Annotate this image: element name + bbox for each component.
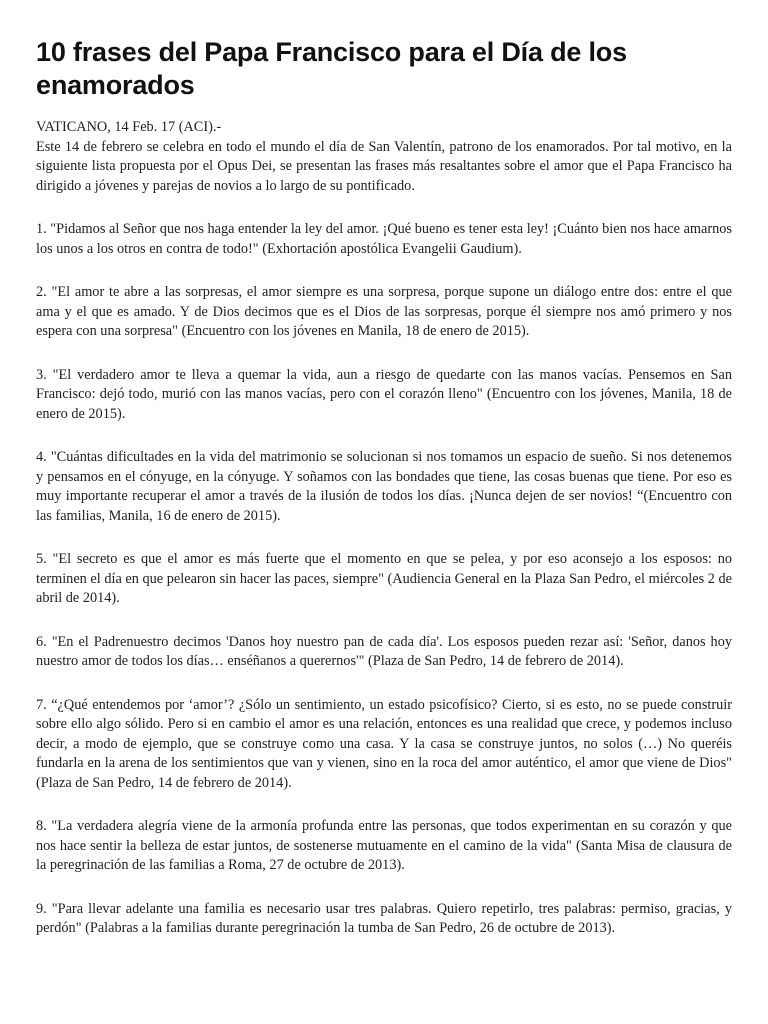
quote-4: 4. "Cuántas dificultades en la vida del matrimonio se solucionan si nos tomamos un espacio de sueño. Si nos detenemos y pensamos en el cónyuge, en la cónyuge. Y soñamos con las bondades que tiene, las cosas buenas que tiene. Por eso es muy importante recuperar el amor a través de la ilusión de todos los días. ¡Nunca dejen de ser novios! “(Encuentro con las familias, Manila, 16 de enero de 2015). xyxy=(36,449,732,524)
quote-2: 2. "El amor te abre a las sorpresas, el amor siempre es una sorpresa, porque supone un diálogo entre dos: entre el que ama y el que es amado. Y de Dios decimos que es el Dios de las sorpresas, porque él siempre nos amó primero y nos espera con una sorpresa" (Encuentro con los jóvenes en Manila, 18 de enero de 2015). xyxy=(36,284,732,339)
quote-8: 8. "La verdadera alegría viene de la armonía profunda entre las personas, que todos experimentan en su corazón y que nos hace sentir la belleza de estar juntos, de sostenerse mutuamente en el camino de la vida" (Santa Misa de clausura de la peregrinación de las familias a Roma, 27 de octubre de 2013). xyxy=(36,818,732,873)
quote-3: 3. "El verdadero amor te lleva a quemar la vida, aun a riesgo de quedarte con las manos vacías. Pensemos en San Francisco: dejó todo, murió con las manos vacías, pero con el corazón lleno" (Encuentro con los jóvenes, Manila, 18 de enero de 2015). xyxy=(36,366,732,422)
article-dateline: VATICANO, 14 Feb. 17 (ACI).- xyxy=(36,119,222,135)
quote-7: 7. “¿Qué entendemos por ‘amor’? ¿Sólo un sentimiento, un estado psicofísico? Cierto, si es esto, no se puede construir sobre ello algo sólido. Pero si en cambio el amor es una relación, entonces es una realidad que crece, y podemos incluso decir, a modo de ejemplo, que se construye como una casa. Y la casa se construye juntos, no solos (…) No queréis fundarla en la arena de los sentimientos que van y vienen, sino en la roca del amor auténtico, el amor que viene de Dios" (Plaza de San Pedro, 14 de febrero de 2014). xyxy=(36,696,732,791)
article-intro: Este 14 de febrero se celebra en todo el mundo el día de San Valentín, patrono de los enamorados. Por tal motivo, en la siguiente lista propuesta por el Opus Dei, se presentan las frases más resaltantes sobre el amor que el Papa Francisco ha dirigido a jóvenes y parejas de novios a lo largo de su pontificado. xyxy=(36,138,732,194)
quote-1: 1. "Pidamos al Señor que nos haga entender la ley del amor. ¡Qué bueno es tener esta ley! ¡Cuánto bien nos hace amarnos los unos a los otros en contra de todo!" (Exhortación apostólica Evangelii Gaudium). xyxy=(36,221,732,257)
quote-6: 6. "En el Padrenuestro decimos 'Danos hoy nuestro pan de cada día'. Los esposos pueden rezar así: 'Señor, danos hoy nuestro amor de todos los días… enséñanos a querernos'" (Plaza de San Pedro, 14 de febrero de 2014). xyxy=(36,633,732,669)
quote-5: 5. "El secreto es que el amor es más fuerte que el momento en que se pelea, y por eso aconsejo a los esposos: no terminen el día en que pelearon sin hacer las paces, siempre" (Audiencia General en la Plaza San Pedro, el miércoles 2 de abril de 2014). xyxy=(36,551,732,606)
article-title: 10 frases del Papa Francisco para el Día de los enamorados xyxy=(36,37,627,100)
quote-9: 9. "Para llevar adelante una familia es necesario usar tres palabras. Quiero repetirlo, tres palabras: permiso, gracias, y perdón" (Palabras a la familias durante peregrinación la tumba de San Pedro, 26 de octubre de 2013). xyxy=(36,900,732,936)
